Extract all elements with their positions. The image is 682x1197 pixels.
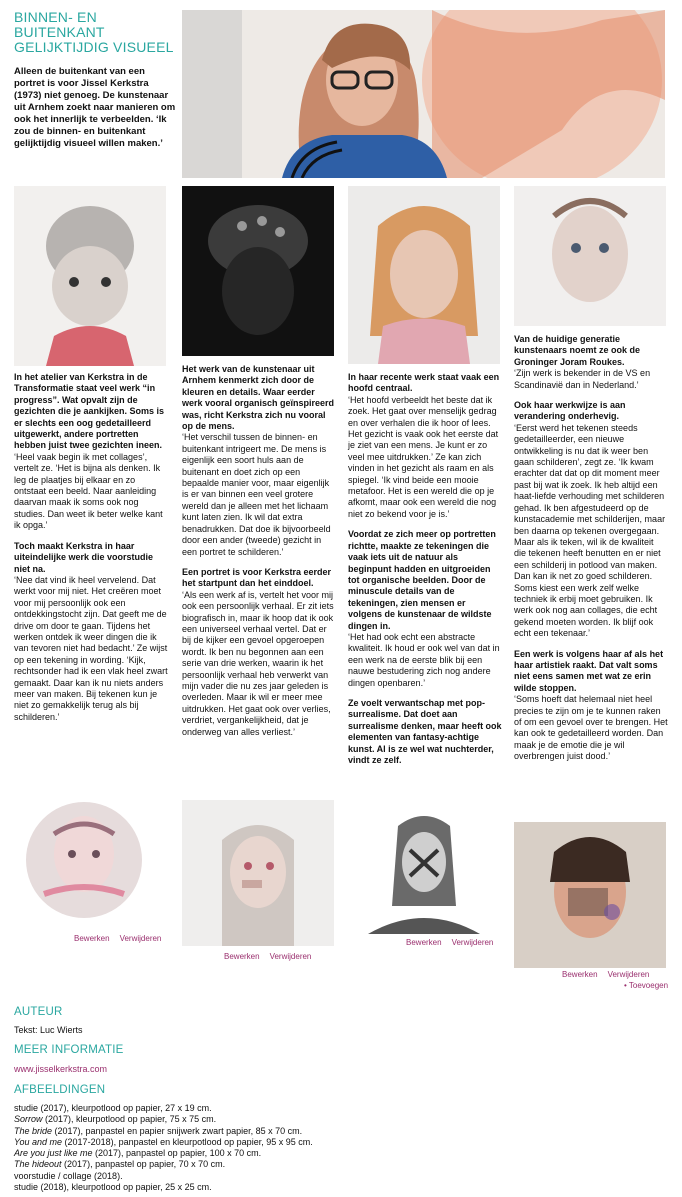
column-2 <box>182 364 336 747</box>
paragraph: Voordat ze zich meer op portretten richtte, maakte ze tekeningen die vaak iets uit de natuur als beginpunt hadden en uitgroeiden tot organische beelden. Door de minuscule details van de tekeningen, zien mensen er volgens de kunstenaar de wildste dingen in. ‘Het had ook echt een abstracte kwaliteit. Ik houd er ook wel van dat in een werk na de eerste blik bij een nauwe bestudering zich nog andere dingen openbaren.’ <box>348 529 500 688</box>
delete-link[interactable]: Verwijderen <box>451 938 494 947</box>
paragraph: Van de huidige generatie kunstenaars noemt ze ook de Groninger Joram Roukes. ‘Zijn werk is bekender in de VS en Scandinavië dan in Nederland.’ <box>514 334 651 390</box>
paragraph: Ook haar werkwijze is aan verandering onderhevig. ‘Eerst werd het tekenen steeds gedetailleerder, een nieuwe ontwikkeling is nu dat ik weer ben gaan schilderen’, zegt ze. ‘Ik kwam erachter dat dat op dit moment meer past bij wat ik zoek. Ik heb altijd een haat-liefde verhouding met schilderen gehad. Ik ben afgestudeerd op de kunstacademie met schilderijen, maar ben daarna op tekenen overgegaan. Maar als ik teken, wil ik de kwaliteit die tekenen heeft benutten en er niet een schilderij in potlood van maken. Dan kan ik net zo goed schilderen. Soms kiest een werk zelf welke techniek ik erbij moet gebruiken. Ik werk ook nog aan collages, die echt gekend moeten worden. Ik blijf ook echt een tekenaar.’ <box>514 400 666 639</box>
delete-link[interactable]: Verwijderen <box>119 934 162 943</box>
hero-photo-artist <box>182 10 665 178</box>
delete-link[interactable]: Verwijderen <box>607 970 650 979</box>
credit-line: The bride (2017), panpastel en papier snijwerk zwart papier, 85 x 70 cm. <box>14 1125 303 1136</box>
meer-informatie-heading: MEER INFORMATIE <box>14 1044 124 1056</box>
afbeeldingen-heading: AFBEELDINGEN <box>14 1084 106 1096</box>
artwork-sorrow <box>182 186 334 356</box>
artwork-are-you-just-like-me <box>14 784 166 930</box>
paragraph: In haar recente werk staat vaak een hoofd centraal. ‘Het hoofd verbeeldt het beste dat ik zoek. Het gaat over menselijk gedrag en over verhalen die ik hoor of lees. Het gezicht is vaak ook het eerste dat je ziet van een mens. Je kunt er zo veel mee uitdrukken.’ Ze kan zich vinden in het gezicht als raam en als spiegel. ‘Ik vind beide een mooie metafoor. Het is een wereld die op je afkomt, maar ook een wereld die nog niet zo bekend voor je is.’ <box>348 372 500 519</box>
hero-photo-drawing <box>182 10 665 178</box>
artwork-study-2018 <box>514 822 666 968</box>
artwork-the-bride <box>348 186 500 364</box>
image-credits-list <box>14 1103 313 1193</box>
auteur-text: Tekst: Luc Wierts <box>14 1025 83 1035</box>
credit-line: studie (2017), kleurpotlood op papier, 27 x 19 cm. <box>14 1103 212 1113</box>
paragraph: In het atelier van Kerkstra in de Transformatie staat veel werk “in progress”. Wat opvalt zijn de gezichten die je aankijken. Soms is er slechts een oog gedetailleerd uitgewerkt, andere portretten hebben juist twee gezichten ineen. ‘Heel vaak begin ik met collages’, vertelt ze. ‘Het is bijna als denken. Ik leg de plaatjes bij elkaar en zo ontstaat een beeld. Naar aanleiding daarvan maak ik soms ook nog studies. Dan weet ik beter welke kant ik opga.’ <box>14 372 165 531</box>
paragraph: Een werk is volgens haar af als het haar artistiek raakt. Dat valt soms niet eens samen met wat ze erin wilde stoppen. ‘Soms hoeft dat helemaal niet heel precies te zijn om je te kunnen raken of om een gevoel over te brengen. Het kan ook te gedetailleerd worden. Dan maak je de emotie die je wil overbrengen juist dood.’ <box>514 648 668 762</box>
artwork-study-child <box>14 186 166 366</box>
image-actions-1 <box>74 934 171 943</box>
artwork-you-and-me <box>514 186 666 326</box>
paragraph: Het werk van de kunstenaar uit Arnhem kenmerkt zich door de kleuren en details. Waar eerder werk vooral organisch geïnspireerd was, richt Kerkstra zich nu vooral op de mens. ‘Het verschil tussen de binnen- en buitenkant intrigeert me. De mens is eigenlijk een soort huls aan de buitenant en doet zich op een bepaalde manier voor, maar eigenlijk is er van binnen een veel grotere wereld dan je alleen met het lichaam kunt laten zien. Ik wil dat extra benadrukken. Dat doe ik bijvoorbeeld door een ander (tweede) gezicht in een portret te schilderen.’ <box>182 364 335 557</box>
credit-line: The hideout (2017), panpastel op papier, 70 x 70 cm. <box>14 1159 226 1170</box>
credit-line: studie (2018), kleurpotlood op papier, 25 x 25 cm. <box>14 1182 212 1193</box>
image-actions-2 <box>224 952 321 961</box>
add-image-link[interactable]: • Toevoegen <box>624 981 669 990</box>
credit-line: Are you just like me (2017), panpastel op papier, 100 x 70 cm. <box>14 1148 262 1159</box>
auteur-heading: AUTEUR <box>14 1006 63 1018</box>
credit-line: voorstudie / collage (2018). <box>14 1170 123 1181</box>
edit-link[interactable]: Bewerken <box>406 938 442 947</box>
article-title: BINNEN- EN BUITENKANT GELIJKTIJDIG VISUEEL <box>14 9 174 55</box>
image-actions-3 <box>406 938 503 947</box>
edit-link[interactable]: Bewerken <box>74 934 110 943</box>
credit-line: You and me (2017-2018), panpastel en kleurpotlood op papier, 95 x 95 cm. <box>14 1136 313 1147</box>
column-3 <box>348 372 502 775</box>
credit-line: Sorrow (2017), kleurpotlood op papier, 75 x 75 cm. <box>14 1114 217 1125</box>
website-link[interactable]: www.jisselkerkstra.com <box>14 1064 108 1074</box>
artwork-voorstudie-collage <box>348 806 500 934</box>
paragraph: Ze voelt verwantschap met pop-surrealisme. Dat doet aan surrealisme denken, maar heeft ook elementen van fantasy-achtige kunst. Al is ze wel wat nuchterder, vindt ze zelf. <box>348 697 502 765</box>
delete-link[interactable]: Verwijderen <box>269 952 312 961</box>
edit-link[interactable]: Bewerken <box>562 970 598 979</box>
article-intro: Alleen de buitenkant van een portret is voor Jissel Kerkstra (1973) niet genoeg. De kunstenaar uit Arnhem zoekt naar manieren om ook het innerlijk te verbeelden. ‘Ik zou de binnen- en buitenkant gelijktijdig visueel willen maken.’ <box>14 66 176 149</box>
artwork-the-hideout <box>182 800 334 946</box>
column-1 <box>14 372 168 732</box>
paragraph: Toch maakt Kerkstra in haar uiteindelijke werk die voorstudie niet na. ‘Nee dat vind ik heel vervelend. Dat werkt voor mij niet. Het creëren moet voor mij persoonlijk ook een ontdekkingstocht zijn. Dat geeft me de drive om door te gaan. Tijdens het werken ontdek ik weer dingen die ik van tevoren niet had bedacht.’ Ze wijst op een tekening in wording. ‘Kijk, rechtsonder had ik een vlak heel zwart gemaakt. Daar kan ik nu niets anders meer van maken. Bij tekenen kun je niet zo gemakkelijk terug als bij schilderen.’ <box>14 540 168 722</box>
edit-link[interactable]: Bewerken <box>224 952 260 961</box>
column-4 <box>514 334 668 772</box>
image-actions-4 <box>562 970 659 979</box>
paragraph: Een portret is voor Kerkstra eerder het startpunt dan het einddoel. ‘Als een werk af is, vertelt het voor mij ook een persoonlijk verhaal. Er zit iets biografisch in, maar ik hoop dat ik ook een universeel verhaal vertel. Dat er bij de kijker een gevoel opgeroepen wordt. Ik ben nu begonnen aan een serie van drie werken, waarin ik het persoonlijk verhaal heb verwerkt van mijn vader die nu zes jaar geleden is overleden. Maar ik wil er meer mee uitdrukken. Het gaat ook over verlies, verdriet, vergankelijkheid, dat je onderweg van alles verliest.’ <box>182 566 334 737</box>
